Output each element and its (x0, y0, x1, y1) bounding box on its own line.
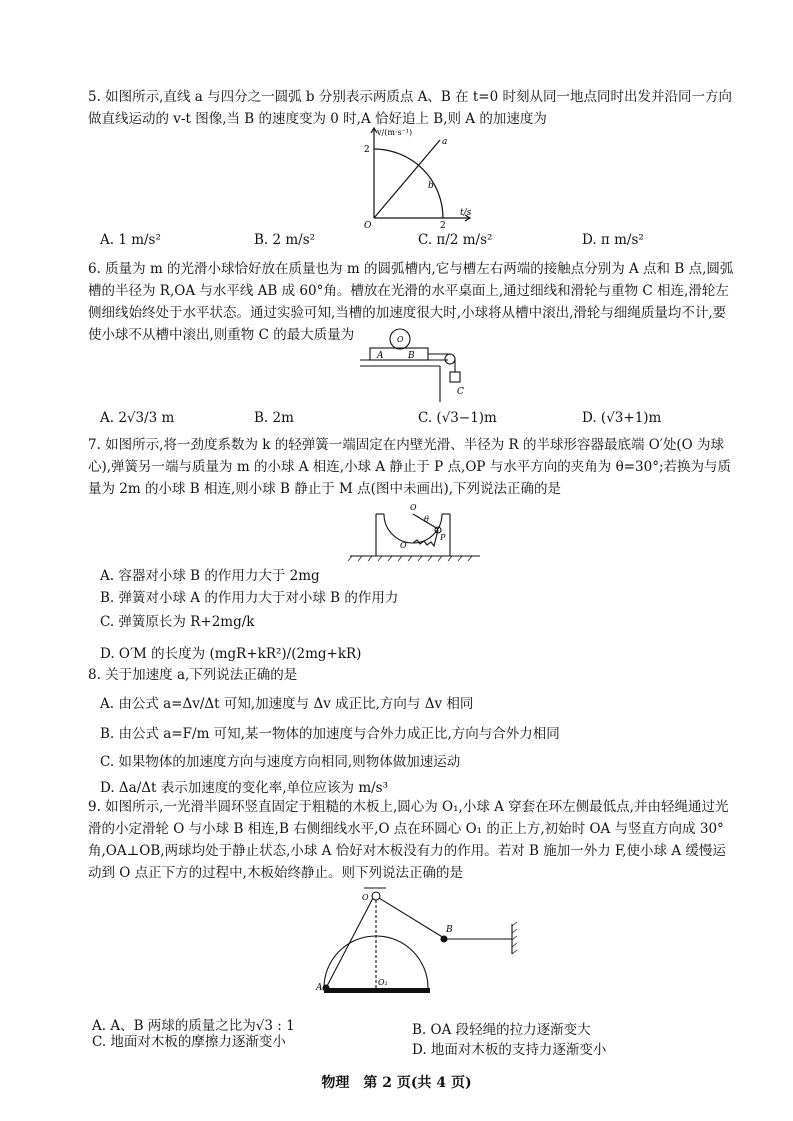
q6-label-a: A (377, 351, 384, 361)
q6-label-b: B (408, 351, 415, 361)
q6-option-b[interactable]: B. 2m (254, 410, 294, 426)
q8-option-a[interactable]: A. 由公式 a=Δv/Δt 可知,加速度与 Δv 成正比,方向与 Δv 相同 (100, 696, 474, 712)
question-7-stem: 7. 如图所示,将一劲度系数为 k 的轻弹簧一端固定在内壁光滑、半径为 R 的半球形容器最底端 O′处(O 为球心),弹簧另一端与质量为 m 的小球 A 相连,小球 A 静止于 P 点,OP 与水平方向的夹角为 θ=30°;若换为与质量为 2m 的小球 B 相连,则小球 B 静止于 M 点(图中未画出),下列说法正确的是 (88, 437, 732, 497)
q6-option-a[interactable]: A. 2√3/3 m (100, 410, 175, 426)
q8-option-c[interactable]: C. 如果物体的加速度方向与速度方向相同,则物体做加速运动 (100, 754, 461, 770)
q8-option-d[interactable]: D. Δa/Δt 表示加速度的变化率,单位应该为 m/s³ (100, 780, 389, 796)
q5-option-a[interactable]: A. 1 m/s² (100, 232, 161, 248)
q5-line-a (374, 140, 440, 218)
q5-option-b[interactable]: B. 2 m/s² (254, 232, 316, 248)
q6-option-d[interactable]: D. (√3+1)m (582, 410, 662, 426)
q7-option-c[interactable]: C. 弹簧原长为 R+2mg/k (100, 614, 255, 630)
q9-option-c[interactable]: C. 地面对木板的摩擦力逐渐变小 (92, 1034, 286, 1050)
q9-option-d[interactable]: D. 地面对木板的支持力逐渐变小 (412, 1042, 607, 1058)
q5-x-tick: 2 (440, 221, 446, 231)
q9-board (324, 988, 430, 993)
question-9-stem: 9. 如图所示,一光滑半圆环竖直固定于粗糙的木板上,圆心为 O₁,小球 A 穿套在环左侧最低点,并由轻绳通过光滑的小定滑轮 O 与小球 B 相连,B 右侧细线水平,O 点在环圆心 O₁ 的正上方,初始时 OA 与竖直方向成 30°角,OA⊥OB,两球均处于静止状态,小球 A 恰好对木板没有力的作用。若对 B 施加一外力 F,使小球 A 缓慢运动到 O 点正下方的过程中,木板始终静止。则下列说法正确的是 (88, 799, 729, 881)
q6-label-o: O (397, 335, 404, 344)
q5-x-label: t/s (460, 208, 472, 218)
page-footer: 物理 第 2 页(共 4 页) (321, 1075, 472, 1091)
q9-label-a: A (316, 983, 323, 993)
q7-hemisphere-figure (350, 500, 480, 562)
q6-option-c[interactable]: C. (√3−1)m (418, 410, 497, 426)
q7-option-d[interactable]: D. O′M 的长度为 (mgR+kR²)/(2mg+kR) (100, 646, 362, 662)
q5-y-tick: 2 (364, 145, 370, 155)
q7-hemisphere (384, 514, 442, 543)
q5-b-label: b (428, 181, 434, 191)
q7-label-theta: θ (424, 515, 429, 524)
q9-label-o1: O₁ (378, 978, 388, 987)
question-5-stem: 5. 如图所示,直线 a 与四分之一圆弧 b 分别表示两质点 A、B 在 t=0 时刻从同一地点同时出发并沿同一方向做直线运动的 v-t 图像,当 B 的速度变为 0 时,A 恰好追上 B,则 A 的加速度为 (88, 89, 732, 127)
q8-option-b[interactable]: B. 由公式 a=F/m 可知,某一物体的加速度与合外力成正比,方向与合外力相同 (100, 726, 560, 742)
q6-pulley (445, 354, 455, 364)
q7-label-p: P (440, 533, 446, 542)
q7-label-o: O (410, 503, 417, 512)
q9-label-b: B (446, 925, 453, 935)
q7-option-a[interactable]: A. 容器对小球 B 的作用力大于 2mg (100, 568, 320, 584)
q9-semicircle-figure (316, 884, 526, 1002)
q9-string-ob (379, 898, 444, 938)
q9-string-oa (326, 898, 373, 988)
q7-option-b[interactable]: B. 弹簧对小球 A 的作用力大于对小球 B 的作用力 (100, 590, 399, 606)
q5-option-c[interactable]: C. π/2 m/s² (418, 232, 493, 248)
q5-option-d[interactable]: D. π m/s² (582, 232, 644, 248)
q6-groove-figure (360, 326, 480, 402)
q5-origin: O (364, 221, 372, 231)
q5-y-label: v/(m·s⁻¹) (377, 128, 413, 137)
q9-option-a[interactable]: A. A、B 两球的质量之比为√3 : 1 (92, 1018, 295, 1034)
q6-label-c: C (457, 387, 464, 397)
question-8-stem: 8. 关于加速度 a,下列说法正确的是 (88, 667, 298, 683)
q9-label-o: O (362, 893, 369, 902)
q5-vt-graph (360, 124, 480, 231)
q9-option-b[interactable]: B. OA 段轻绳的拉力逐渐变大 (412, 1022, 591, 1038)
q7-label-o-prime: O′ (400, 541, 409, 550)
q5-a-label: a (442, 137, 448, 147)
q6-weight-c (450, 372, 460, 382)
question-6-stem: 6. 质量为 m 的光滑小球恰好放在质量也为 m 的圆弧槽内,它与槽左右两端的接触点分别为 A 点和 B 点,圆弧槽的半径为 R,OA 与水平线 AB 成 60°角。槽放在光滑的水平桌面上,通过细线和滑轮与重物 C 相连,滑轮左侧细线始终处于水平状态。通过实验可知,当槽的加速度很大时,小球将从槽中滚出,滑轮与细绳质量均不计,要使小球不从槽中滚出,则重物 C 的最大质量为 (88, 261, 734, 343)
q7-spring (413, 530, 438, 546)
